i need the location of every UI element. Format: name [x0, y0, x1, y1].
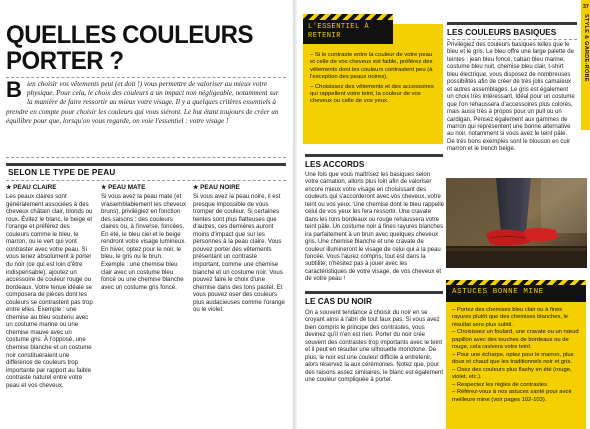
- page-number: 37: [582, 4, 589, 10]
- star-icon: ★: [193, 185, 199, 191]
- column-heading: ★ PEAU NOIRE: [193, 184, 240, 191]
- photo-man-red-shoes: [446, 178, 587, 268]
- astuces-tab: [446, 280, 586, 302]
- noir-title: LE CAS DU NOIR: [305, 297, 372, 306]
- intro-text: ien choisir vos vêtements peut (et doit !) vous permettre de valoriser au mieux votre physique. Pour cela, le choix des couleurs a un impact non négligeable, notamment sur la manière de faire ressortir au mieux votre visage. Il y a quelques critères essentiels à prendre en compte pour choisir les couleurs qui vous siéront. Le but étant toujours de créer un équilibre pour que, lorsqu'on vous regarde, on voie l'essentiel : votre visage !: [6, 80, 279, 125]
- chapter-label: STYLE & GARDE-ROBE: [583, 14, 589, 82]
- page-title: [6, 22, 275, 74]
- astuces-label: ASTUCES BONNE MINE: [452, 288, 544, 296]
- basiques-text: Privilégiez des couleurs basiques telles que le bleu et le gris. Le bleu offre une large palette de teintes : jean bleu foncé, caban bleu marine, costume bleu nuit, chemise bleu clair, t-shirt bleu électrique, vous disposez de nombreuses possibilités afin de créer de très jolis camaïeux et autres assemblages. Le gris est également un choix très intéressant. Idéal pour un costume que l'on rehaussera d'accessoires plus colorés, mais aussi très à propos pour un pull ou un cardigan. Pensez également aux gammes de marron qui représentent une bonne alternative au noir, notamment si vous avez le teint pâle. De très bons exemples sont le blouson en cuir marron et le trench beige.: [447, 42, 575, 153]
- basiques-bar: [447, 22, 577, 25]
- chapter-side-tab: [581, 0, 590, 130]
- intro-paragraph: [6, 77, 284, 152]
- basiques-title: LES COULEURS BASIQUES: [447, 28, 557, 37]
- column-text: Les peaux claires sont généralement associées à des cheveux châtain clair, blonds ou roux. Évitez le blanc, le beige et l'orange et préférez des couleurs comme le bleu, le marron, ou le vert qui vont contraster avec votre peau. Si vous tenez absolument à porter du noir (ce qui est loin d'être indispensable), ajoutez un accessoire de couleur rouge ou bordeaux. Votre tenue idéale se composera de pièces dont les couleurs se contrastent pas trop entre elles. Exemple : une chemise au bleu soutenu avec un costume marine ou une chemise mauve avec un costume gris. À l'opposé, une chemise blanche et un costume noir constitueraient une différence de couleurs trop importante par rapport au faible contraste naturel entre votre peau et vos cheveux.: [6, 193, 93, 389]
- star-icon: ★: [101, 185, 107, 191]
- divider-section: [6, 180, 286, 181]
- divider-intro: [6, 157, 286, 158]
- column-text: Si vous avez la peau noire, il est presque impossible de vous tromper de couleur. Si certaines teintes sont plus flatteuses que d'autres, ces dernières auront moins d'impact que sur les personnes à la peau claire. Vous pouvez porter des vêtements présentant un contraste important, comme une chemise blanche et un costume noir. Vous pouvez faire le choix d'une chemise dans des tons pastel. Et vous pouvez oser des couleurs plus audacieuses comme l'orange ou le violet.: [193, 193, 285, 314]
- essentiel-item: – Si le contraste entre la couleur de votre peau et celle de vos cheveux est faible, préférez des vêtements dont les couleurs contrastent peu (à l'exception des peaux noires).: [310, 52, 433, 81]
- column-heading: ★ PEAU MATE: [101, 184, 146, 191]
- right-page: [297, 0, 590, 429]
- column-peau-claire: [6, 184, 94, 389]
- photo-illustration: [446, 178, 587, 268]
- accords-bar: [305, 154, 443, 157]
- hazard-stripes: [446, 280, 586, 285]
- star-icon: ★: [6, 185, 12, 191]
- noir-text: On a souvent tendance à choisir du noir en se croyant ainsi à l'abri de tout faux pas. Si vous avez bien compris le principe des contrastes, vous devinez qu'il n'en est rien. Porter du noir crée souvent des contrastes trop importants avec le teint et il peut en résulter une silhouette monotone. De plus, le noir est une couleur difficile à entretenir, alors réservez la aux cérémonies. Notez que, pour des raisons assez similaires, le blanc est également une couleur compliquée à porter.: [305, 310, 444, 384]
- noir-bar: [305, 291, 443, 294]
- astuces-box: [446, 280, 586, 429]
- column-heading: ★ PEAU CLAIRE: [6, 184, 57, 191]
- accords-text: Une fois que vous maîtrisez les basiques selon votre carnation, allons plus loin afin de valoriser encore mieux votre visage en choisissant des couleurs qui s'accorderont avec vos cheveux, votre teint ou vos yeux. Une chemise dont le bleu rappelle celui de vos yeux les fera ressortir. Une cravate dans les tons bordeaux ou rouge rehaussera votre teint pâle. Un costume noir à fines rayures blanches ira parfaitement à un brun avec quelques cheveux gris. Une chemise blanche et une cravate de couleur illumineront le visage de celui qui a la peau foncée. Vous l'aurez compris, tout est dans la subtilité, n'hésitez pas à jouer avec les caractéristiques de votre visage, de vos cheveux et de votre peau !: [305, 172, 445, 283]
- intro-dropcap: B: [6, 77, 22, 102]
- section-title-peau: SELON LE TYPE DE PEAU: [8, 168, 116, 177]
- title-line-1: QUELLES COULEURS: [6, 21, 254, 49]
- astuces-item: – Osez des couleurs plus flashy en été (rouge, violet, etc.).: [452, 366, 572, 380]
- divider-top: [6, 77, 286, 78]
- title-line-2: PORTER ?: [6, 47, 124, 75]
- essentiel-box: [303, 24, 443, 144]
- divider-basiques: [447, 39, 577, 40]
- section-bar: [6, 163, 286, 166]
- astuces-item: – Choisissez un foulard, une cravate ou un nœud papillon avec des touches de bordeaux ou de rouge, cela ravivera votre teint.: [452, 329, 579, 350]
- astuces-item: – Référez-vous à nos astuces santé pour avoir meilleure mine (voir pages 102-103).: [452, 389, 572, 403]
- astuces-item: – Respectez les règles de contrastes.: [452, 381, 549, 388]
- hazard-stripes: [303, 14, 393, 20]
- essentiel-label: L'ESSENTIEL À RETENIR: [308, 23, 370, 40]
- column-peau-noire: [193, 184, 285, 314]
- essentiel-item: – Choisissez des vêtements et des accessoires qui rappellent votre teint, la couleur de vos cheveux ou celle de vos yeux.: [310, 83, 434, 105]
- column-text: Si vous avez la peau mate (et vraisemblablement les cheveux bruns), privilégiez en fonction des saisons : des couleurs claires ou, à l'inverse, foncées. En été, le bleu ciel et le beige rendront votre visage lumineux. En hiver, optez pour le noir, le bleu, le gris ou le brun. Exemple : une chemise bleu clair avec un costume bleu foncé ou une chemise blanche avec un costume gris foncé.: [101, 193, 187, 291]
- astuces-text: [452, 307, 582, 404]
- essentiel-text: [310, 52, 438, 108]
- essentiel-tab: [303, 14, 393, 44]
- column-peau-mate: [101, 184, 187, 291]
- accords-title: LES ACCORDS: [305, 160, 365, 169]
- astuces-item: – Portez des chemises bleu clair ou à fines rayures plutôt que des chemises blanches, le résultat sera plus subtil.: [452, 307, 569, 328]
- astuces-item: – Pour une écharpe, optez pour le marron, plus doux et chaud que les traditionnels noir et gris.: [452, 351, 574, 365]
- left-page: [0, 0, 293, 429]
